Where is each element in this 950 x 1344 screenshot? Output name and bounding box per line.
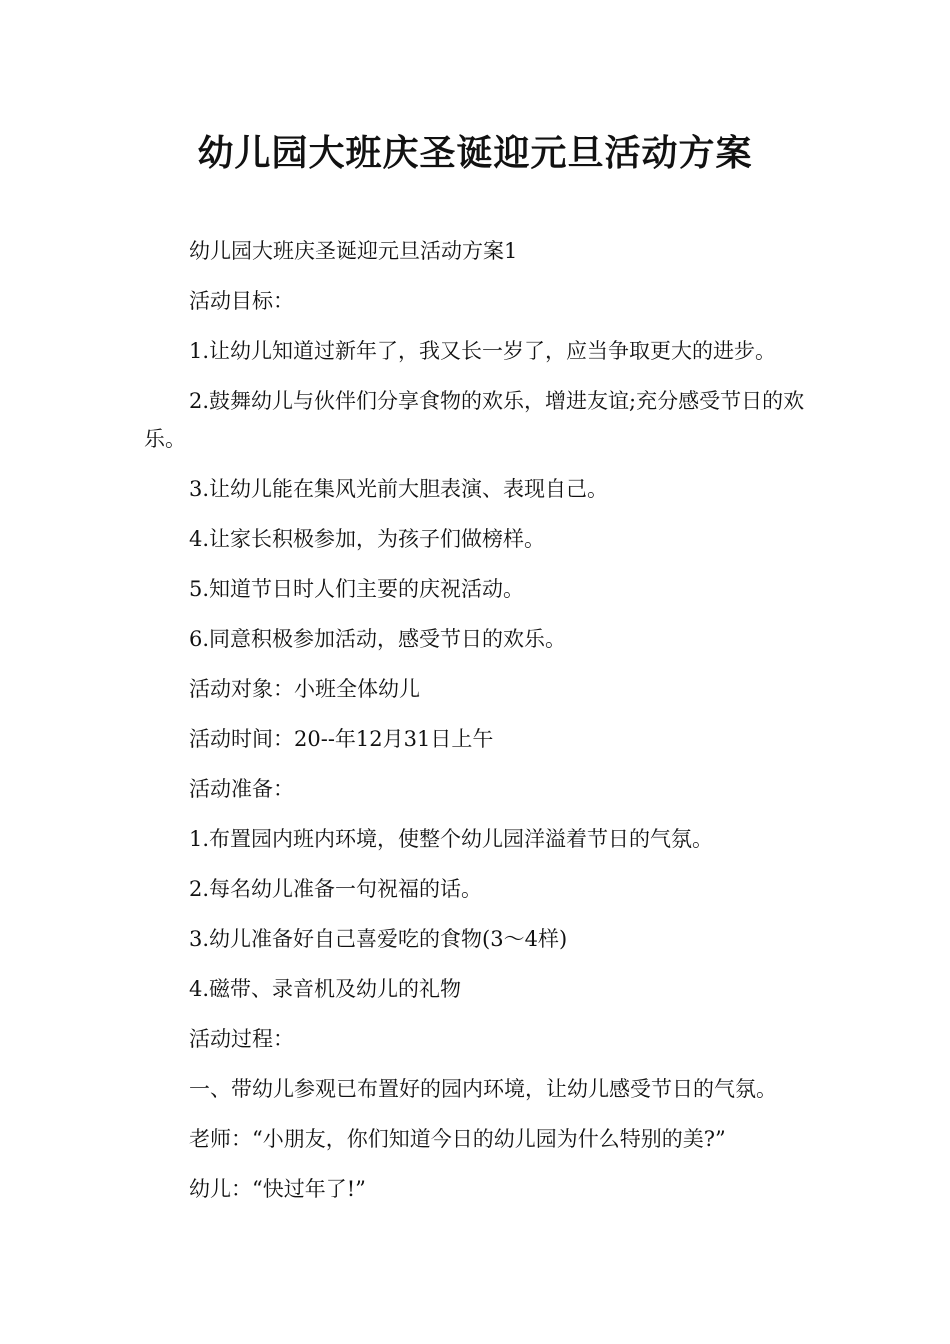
paragraph-child-line: 幼儿：“快过年了!”: [189, 1177, 366, 1201]
paragraph-goal-3: 3.让幼儿能在集风光前大胆表演、表现自己。: [189, 477, 609, 501]
paragraph-prep-2: 2.每名幼儿准备一句祝福的话。: [189, 877, 483, 901]
paragraph-goal-6: 6.同意积极参加活动，感受节日的欢乐。: [189, 627, 567, 651]
paragraph-process-1: 一、带幼儿参观已布置好的园内环境，让幼儿感受节日的气氛。: [189, 1077, 777, 1101]
document-title: 幼儿园大班庆圣诞迎元旦活动方案: [197, 133, 753, 174]
paragraph-target: 活动对象：小班全体幼儿: [189, 677, 420, 701]
paragraph-process-heading: 活动过程：: [189, 1027, 294, 1051]
document-body: [144, 232, 812, 1220]
paragraph-goal-2: 2.鼓舞幼儿与伙伴们分享食物的欢乐，增进友谊;充分感受节日的欢乐。: [144, 389, 805, 451]
paragraph-prep-1: 1.布置园内班内环境，使整个幼儿园洋溢着节日的气氛。: [189, 827, 714, 851]
paragraph-prep-heading: 活动准备：: [189, 777, 294, 801]
paragraph-prep-4: 4.磁带、录音机及幼儿的礼物: [189, 977, 462, 1001]
paragraph-teacher-line: 老师：“小朋友，你们知道今日的幼儿园为什么特别的美?”: [189, 1127, 726, 1151]
paragraph-time: 活动时间：20--年12月31日上午: [189, 727, 494, 751]
paragraph-goal-1: 1.让幼儿知道过新年了，我又长一岁了，应当争取更大的进步。: [189, 339, 777, 363]
paragraph-goal-5: 5.知道节日时人们主要的庆祝活动。: [189, 577, 525, 601]
paragraph-goals-heading: 活动目标：: [189, 289, 294, 313]
paragraph-prep-3: 3.幼儿准备好自己喜爱吃的食物(3～4样): [189, 927, 568, 951]
paragraph-subtitle: 幼儿园大班庆圣诞迎元旦活动方案1: [189, 239, 518, 263]
paragraph-goal-4: 4.让家长积极参加，为孩子们做榜样。: [189, 527, 546, 551]
